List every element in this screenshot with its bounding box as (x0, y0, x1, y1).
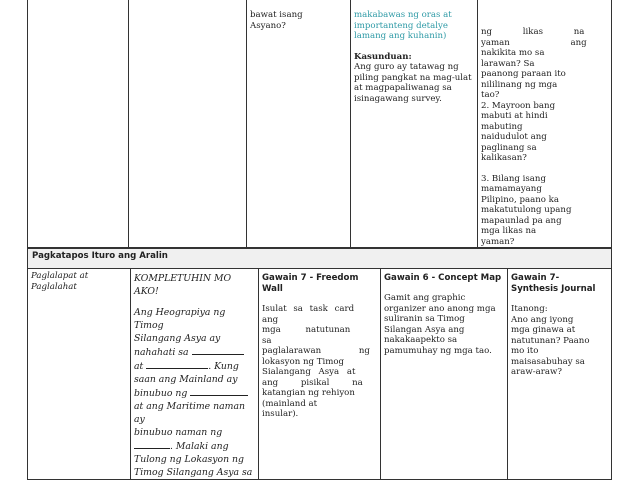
fill-blank (134, 439, 170, 449)
fill-blank (146, 359, 208, 369)
text-line: isinagawang survey. (354, 93, 442, 104)
text-line: saan ang Mainland ay (134, 374, 238, 385)
text-line: mga natutunan sa (262, 325, 351, 346)
gawain6-title: Gawain 6 - Concept Map (384, 273, 502, 283)
text-line: Sialangang Asya at (262, 367, 356, 377)
text-line: nakakaapekto sa (384, 335, 458, 345)
text-line: makatutulong upang (481, 205, 572, 215)
text-line: Ano ang iyong (511, 314, 574, 325)
top-cell-2 (129, 0, 247, 248)
text-line: . Kung (208, 361, 239, 372)
text-line: ang pisikal na (262, 377, 363, 388)
text-line: maisasabuhay sa (511, 356, 585, 367)
gawain7b-title-line: Synthesis Journal (511, 284, 596, 294)
fill-blank (192, 345, 244, 355)
gawain6-cell (381, 269, 508, 480)
text-line: Pilipino, paano ka (481, 194, 559, 205)
text-line: 3. Bilang isang (481, 173, 546, 184)
text-line: Silangan Asya ang (384, 324, 465, 335)
komple-title: KOMPLETUHIN MO AKO! (134, 273, 232, 297)
text-line: at ang Maritime naman ay (134, 401, 246, 425)
text-line: Silangang Asya ay (134, 333, 221, 344)
text-line: tao? (481, 90, 500, 100)
text-line: piling pangkat na mag-ulat (354, 72, 472, 83)
text-line: kalikasan? (481, 153, 527, 163)
text-line: . Malaki ang (170, 441, 229, 452)
text-line: Ang Heograpiya ng Timog (134, 307, 226, 331)
text-line: lokasyon ng Timog (262, 356, 345, 367)
gawain7-title: Gawain 7 - Freedom Wall (262, 273, 359, 294)
text-line: paglalarawan ng (262, 346, 370, 356)
text-line: paglinang sa (481, 142, 537, 153)
lesson-plan-table-top (27, 0, 612, 248)
gawain7-cell (259, 269, 381, 480)
text-line: mo ito (511, 346, 539, 356)
text-line: mga ginawa at (511, 325, 576, 335)
text-line: mabuti at hindi (481, 111, 548, 121)
text-line: makabawas ng oras at (354, 10, 452, 20)
text-line: Isulat sa task card ang (262, 304, 355, 325)
fill-blank (190, 386, 248, 396)
text-line: binubuo naman ng (134, 427, 223, 438)
text-line: nakikita mo sa (481, 48, 545, 58)
text-line: nahahati sa (134, 347, 189, 358)
top-cell-1 (28, 0, 129, 248)
text-line: nililinang ng mga (481, 79, 558, 90)
text-line: (mainland at (262, 398, 318, 409)
top-cell-4 (351, 0, 478, 248)
text-line: mapaunlad pa ang (481, 215, 562, 226)
text-line: natutunan? Paano (511, 335, 590, 346)
text-line: at magpapaliwanag sa (354, 83, 452, 93)
text-line: araw-araw? (511, 367, 562, 377)
lesson-plan-table-bottom (27, 248, 612, 480)
text-line: bawat isang (250, 10, 303, 20)
text-line: Gamit ang graphic (384, 293, 466, 303)
text-line: Ang guro ay tatawag ng (354, 62, 459, 72)
text-line: pamumuhay ng mga tao. (384, 345, 492, 356)
text-line: Itanong: (511, 304, 548, 314)
text-line: lamang ang kuhanin) (354, 31, 447, 41)
text-line: importanteng detalye (354, 20, 448, 31)
text-line: naidudulot ang (481, 132, 547, 142)
top-cell-5 (478, 0, 612, 248)
text-line: Asyano? (250, 20, 286, 31)
text-line: insular). (262, 409, 299, 419)
text-line: yaman ang (481, 37, 587, 48)
top-cell-3 (247, 0, 351, 248)
text-line: at (134, 361, 144, 372)
text-line: Tulong ng Lokasyon ng (134, 454, 244, 465)
text-line: 2. Mayroon bang (481, 100, 556, 111)
text-line: mabuting (481, 121, 523, 132)
text-line: katangian ng rehiyon (262, 388, 355, 398)
row-label: Paglalapat at Paglalahat (28, 269, 131, 480)
text-line: paanong paraan ito (481, 69, 566, 79)
text-line: binubuo ng (134, 388, 188, 399)
text-line: yaman? (481, 236, 515, 247)
text-line: mamamayang (481, 184, 542, 194)
text-line: organizer ano anong mga (384, 303, 496, 314)
gawain7b-cell (508, 269, 612, 480)
text-line: mga likas na (481, 226, 537, 236)
section-header: Pagkatapos Ituro ang Aralin (28, 249, 612, 269)
text-line: suliranin sa Timog (384, 314, 465, 324)
komple-cell (131, 269, 259, 480)
text-line: Timog Silangang Asya sa (134, 467, 253, 478)
text-line: ng likas na (481, 27, 585, 37)
text-line: larawan? Sa (481, 58, 535, 69)
gawain7b-title-line: Gawain 7- (511, 273, 560, 283)
kasunduan-label: Kasunduan: (354, 51, 412, 62)
